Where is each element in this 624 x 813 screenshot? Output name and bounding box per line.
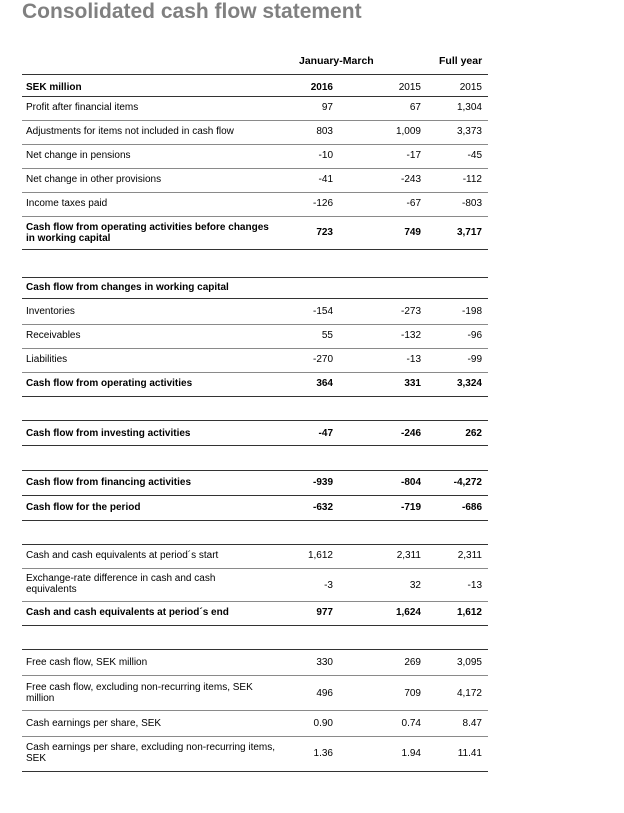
row-value-2016: 364 <box>316 378 333 389</box>
row-value-2015-fy: -45 <box>467 150 482 161</box>
table-top-rule <box>22 74 488 75</box>
row-value-2016: -47 <box>318 428 333 439</box>
row-label: Receivables <box>26 330 81 341</box>
row-divider <box>22 710 488 711</box>
row-value-2016: -41 <box>318 174 333 185</box>
row-value-2015-q: -67 <box>406 198 421 209</box>
working-capital-heading: Cash flow from changes in working capital <box>26 282 229 293</box>
row-value-2015-q: 2,311 <box>396 550 421 561</box>
row-value-2015-q: -246 <box>400 428 421 439</box>
row-label: Inventories <box>26 306 75 317</box>
row-value-2015-fy: 2,311 <box>457 550 482 561</box>
row-label: Cash flow from investing activities <box>26 428 191 439</box>
row-divider <box>22 348 488 349</box>
row-value-2015-fy: -13 <box>467 580 482 591</box>
section-rule <box>22 649 488 650</box>
col-header-2015-fy: 2015 <box>459 82 482 93</box>
row-label: Exchange-rate difference in cash and cash equivalents <box>26 573 216 595</box>
row-label: Cash flow from operating activities before changes in working capital <box>26 222 269 244</box>
row-divider <box>22 675 488 676</box>
row-value-2016: -270 <box>312 354 333 365</box>
row-divider <box>22 601 488 602</box>
row-value-2015-fy: 4,172 <box>456 688 482 699</box>
row-label: Profit after financial items <box>26 102 139 113</box>
row-value-2015-q: -132 <box>400 330 421 341</box>
table-bottom-rule <box>22 771 488 772</box>
row-divider <box>22 144 488 145</box>
row-label: Free cash flow, SEK million <box>26 657 148 668</box>
row-value-2015-fy: 3,095 <box>456 657 482 668</box>
section-rule <box>22 445 488 446</box>
section-rule <box>22 420 488 421</box>
section-rule <box>22 625 488 626</box>
row-divider <box>22 324 488 325</box>
section-rule <box>22 277 488 278</box>
header-bottom-rule <box>22 96 488 97</box>
row-value-2015-fy: -803 <box>461 198 482 209</box>
row-value-2016: 55 <box>321 330 333 341</box>
full-year-header: Full year <box>439 55 483 67</box>
section-rule <box>22 495 488 496</box>
row-value-2015-fy: 3,717 <box>456 227 482 238</box>
row-value-2015-q: 0.74 <box>401 718 421 729</box>
row-label: Cash and cash equivalents at period´s end <box>26 607 229 618</box>
row-value-2015-fy: 8.47 <box>462 718 482 729</box>
row-value-2015-fy: -96 <box>467 330 482 341</box>
row-value-2015-fy: 1,304 <box>456 102 482 113</box>
row-label: Liabilities <box>26 354 68 365</box>
row-value-2015-fy: -686 <box>461 502 482 513</box>
row-label: Cash earnings per share, SEK <box>26 718 162 729</box>
row-value-2015-q: 67 <box>409 102 421 113</box>
row-label: Free cash flow, excluding non-recurring items, SEK million <box>26 682 253 704</box>
row-label: Cash earnings per share, excluding non-recurring items, SEK <box>26 742 276 764</box>
row-value-2015-q: 1.94 <box>401 748 421 759</box>
row-value-2015-q: 1,009 <box>395 126 421 137</box>
row-value-2016: 97 <box>321 102 333 113</box>
row-value-2015-fy: 11.41 <box>457 748 482 759</box>
column-header-row <box>22 80 488 96</box>
row-value-2016: -154 <box>312 306 333 317</box>
row-value-2015-q: 32 <box>409 580 421 591</box>
col-header-2015-q: 2015 <box>398 82 421 93</box>
row-value-2016: 723 <box>316 227 333 238</box>
row-value-2015-q: 709 <box>404 688 421 699</box>
period-group-header: January-March <box>299 55 374 67</box>
row-label: Cash flow from financing activities <box>26 477 192 488</box>
row-value-2015-q: 269 <box>404 657 421 668</box>
row-value-2016: 803 <box>316 126 333 137</box>
row-value-2015-q: -273 <box>400 306 421 317</box>
row-value-2016: 977 <box>316 607 333 618</box>
row-value-2016: 330 <box>316 657 333 668</box>
row-value-2015-q: 749 <box>404 227 421 238</box>
row-value-2015-fy: -99 <box>467 354 482 365</box>
row-value-2016: 1.36 <box>313 748 333 759</box>
row-value-2015-fy: 262 <box>465 428 482 439</box>
row-value-2015-q: -804 <box>400 477 421 488</box>
row-value-2015-q: -243 <box>400 174 421 185</box>
row-value-2015-q: -719 <box>400 502 421 513</box>
row-value-2015-q: 1,624 <box>395 607 421 618</box>
row-value-2016: 0.90 <box>313 718 333 729</box>
row-divider <box>22 372 488 373</box>
row-value-2016: -3 <box>324 580 333 591</box>
row-divider <box>22 736 488 737</box>
row-value-2015-fy: -112 <box>462 174 482 185</box>
row-value-2015-q: -17 <box>406 150 421 161</box>
row-value-2015-fy: -4,272 <box>453 477 482 488</box>
row-value-2016: -939 <box>312 477 333 488</box>
row-value-2015-fy: 3,324 <box>456 378 482 389</box>
row-value-2015-fy: 3,373 <box>456 126 482 137</box>
row-label: Cash flow from operating activities <box>26 378 193 389</box>
section-rule <box>22 249 488 250</box>
row-value-2015-q: 331 <box>404 378 421 389</box>
row-label: Adjustments for items not included in cash flow <box>26 126 234 137</box>
row-value-2015-fy: 1,612 <box>456 607 482 618</box>
col-header-2016: 2016 <box>310 82 333 93</box>
section-rule <box>22 520 488 521</box>
row-divider <box>22 120 488 121</box>
row-value-2016: 1,612 <box>307 550 333 561</box>
unit-label: SEK million <box>26 82 82 93</box>
row-value-2016: -10 <box>318 150 333 161</box>
section-rule <box>22 396 488 397</box>
row-value-2015-q: -13 <box>406 354 421 365</box>
row-label: Income taxes paid <box>26 198 108 209</box>
row-label: Net change in pensions <box>26 150 131 161</box>
row-value-2015-fy: -198 <box>461 306 482 317</box>
section-rule <box>22 298 488 299</box>
section-rule <box>22 470 488 471</box>
row-label: Cash flow for the period <box>26 502 141 513</box>
section-rule <box>22 544 488 545</box>
row-divider <box>22 568 488 569</box>
row-divider <box>22 216 488 217</box>
row-label: Cash and cash equivalents at period´s start <box>26 550 219 561</box>
row-value-2016: 496 <box>316 688 333 699</box>
row-label: Net change in other provisions <box>26 174 162 185</box>
row-divider <box>22 192 488 193</box>
row-divider <box>22 168 488 169</box>
row-value-2016: -632 <box>312 502 333 513</box>
page-title: Consolidated cash flow statement <box>22 0 362 23</box>
row-value-2016: -126 <box>312 198 333 209</box>
